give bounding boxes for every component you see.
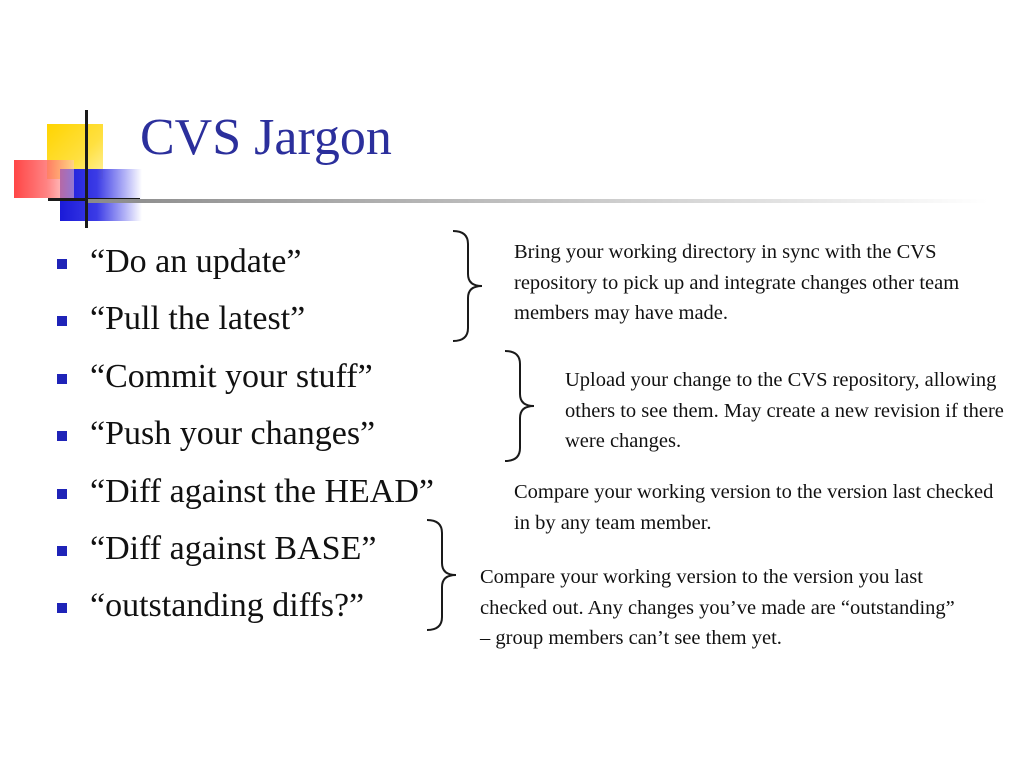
bullet-item-pull — [56, 295, 434, 352]
brace-commit-icon — [504, 350, 540, 462]
bullet-text: “Push your changes” — [90, 415, 376, 453]
bullet-list — [56, 238, 434, 640]
bullet-item-diff-base — [56, 525, 434, 582]
bullet-square-icon — [57, 603, 67, 613]
bullet-square-icon — [57, 259, 67, 269]
note-update: Bring your working directory in sync with the CVS repository to pick up and integrate changes other team members may have made. — [514, 241, 960, 324]
bullet-text: “Pull the latest” — [90, 300, 306, 338]
brace-update-icon — [452, 230, 488, 342]
bullet-text: “Commit your stuff” — [90, 357, 373, 395]
bullet-text: “Diff against the HEAD” — [90, 472, 434, 510]
note-commit: Upload your change to the CVS repository, allowing others to see them. May create a new revision if there were changes. — [565, 369, 1004, 452]
bullet-square-icon — [57, 489, 67, 499]
bullet-item-commit — [56, 353, 434, 410]
bullet-square-icon — [57, 546, 67, 556]
bullet-text: “outstanding diffs?” — [90, 587, 365, 625]
bullet-item-push — [56, 410, 434, 467]
brace-base-icon — [426, 519, 462, 631]
slide-title: CVS Jargon — [140, 109, 392, 166]
bullet-text: “Diff against BASE” — [90, 529, 377, 567]
bullet-square-icon — [57, 316, 67, 326]
bullet-item-update — [56, 238, 434, 295]
bullet-text: “Do an update” — [90, 243, 302, 280]
logo-vertical-line — [85, 110, 88, 228]
bullet-item-outstanding — [56, 582, 434, 639]
note-diff-head: Compare your working version to the version last checked in by any team member. — [514, 481, 994, 534]
bullet-square-icon — [57, 431, 67, 441]
title-underline-rule — [88, 199, 988, 203]
logo-red-square — [14, 160, 74, 198]
bullet-item-diff-head — [56, 468, 434, 525]
bullet-square-icon — [57, 374, 67, 384]
note-diff-base: Compare your working version to the version you last checked out. Any changes you’ve made are “outstanding” – group members can’t see them yet. — [480, 566, 955, 649]
